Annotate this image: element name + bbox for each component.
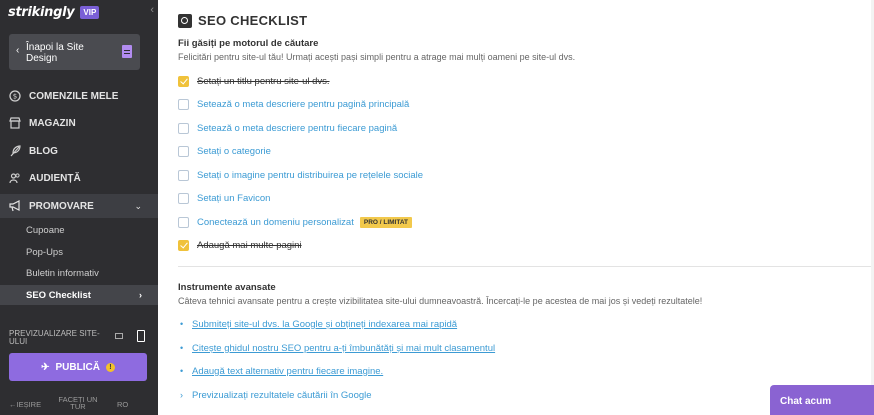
chevron-left-icon: ‹ [16, 45, 20, 56]
exit-label: IEȘIRE [16, 400, 42, 409]
sidebar [0, 0, 158, 415]
section-subtitle: Felicitări pentru site-ul tău! Urmați acești pași simpli pentru a atrage mai mulți oameni pe site-ul dvs. [178, 52, 576, 62]
checklist-label: Adaugă mai multe pagini [197, 239, 302, 251]
checklist-item[interactable] [178, 144, 271, 158]
tool-item[interactable] [180, 388, 372, 402]
nav-label: COMENZILE MELE [29, 90, 119, 102]
section-heading: Instrumente avansate [178, 282, 276, 293]
page-icon [122, 45, 132, 58]
feather-icon [9, 145, 21, 157]
sidebar-bottom-bar [0, 394, 158, 415]
chevron-right-icon: › [139, 290, 142, 300]
chevron-right-icon: › [180, 390, 183, 400]
sub-item-popups[interactable] [0, 242, 158, 262]
checklist-link[interactable]: Setează o meta descriere pentru fiecare pagină [197, 122, 398, 134]
nav-label: MAGAZIN [29, 117, 76, 129]
divider [178, 266, 871, 267]
nav-label: PROMOVARE [29, 200, 94, 212]
seo-search-icon [178, 14, 192, 28]
bullet-icon: • [180, 319, 184, 329]
collapse-sidebar-icon[interactable]: ‹ [150, 4, 154, 16]
tool-link[interactable]: Adaugă text alternativ pentru fiecare imagine. [192, 365, 384, 377]
checklist-item[interactable] [178, 191, 270, 205]
tool-item[interactable] [180, 341, 495, 355]
chevron-down-icon: ⌄ [134, 200, 142, 211]
tool-link[interactable]: Citește ghidul nostru SEO pentru a-ți îmbunătăți și mai mult clasamentul [192, 342, 496, 354]
checklist-link[interactable]: Setează o meta descriere pentru pagină principală [197, 98, 410, 110]
take-tour-button[interactable]: FACEȚI UN TUR [58, 395, 98, 411]
page-title-row [178, 13, 307, 28]
tool-item[interactable] [180, 364, 383, 378]
checklist-item[interactable] [178, 238, 302, 252]
publish-label: PUBLICĂ [55, 361, 100, 373]
warning-icon: ! [106, 363, 115, 372]
checklist-item[interactable] [178, 215, 412, 229]
checklist-link[interactable]: Setați o categorie [197, 145, 271, 157]
svg-text:$: $ [12, 92, 18, 101]
nav-item-promotion[interactable] [0, 194, 158, 218]
checkbox-checked[interactable] [178, 76, 189, 87]
checkbox[interactable] [178, 123, 189, 134]
checkbox[interactable] [178, 99, 189, 110]
checkbox[interactable] [178, 193, 189, 204]
rocket-icon: ✈ [41, 361, 50, 373]
publish-button[interactable] [9, 353, 147, 381]
preview-label: PREVIZUALIZARE SITE-ULUI [9, 329, 100, 346]
tool-link[interactable]: Previzualizați rezultatele căutării în Google [192, 389, 372, 401]
section-subtitle: Câteva tehnici avansate pentru a crește vizibilitatea site-ului dumneavoastră. Încercați-le pe acestea de mai jos și vedeți rezultatele! [178, 296, 703, 306]
checklist-link[interactable]: Conectează un domeniu personalizat [197, 216, 354, 228]
tool-link[interactable]: Submiteți site-ul dvs. la Google și obțineți indexarea mai rapidă [192, 318, 458, 330]
checkbox-checked[interactable] [178, 240, 189, 251]
bullet-icon: • [180, 343, 184, 353]
sub-item-label: Cupoane [26, 224, 65, 236]
main-content [158, 0, 874, 415]
checklist-item[interactable] [178, 121, 397, 135]
pro-badge: PRO / LIMITAT [360, 217, 412, 228]
back-label: Înapoi la Site Design [26, 42, 84, 64]
checklist-label: Setați un titlu pentru site-ul dvs. [197, 75, 330, 87]
checklist-item[interactable] [178, 97, 409, 111]
nav-item-audience[interactable] [0, 166, 158, 190]
preview-row [9, 330, 149, 346]
mobile-icon[interactable] [137, 330, 145, 342]
checklist-link[interactable]: Setați o imagine pentru distribuirea pe rețelele sociale [197, 169, 424, 181]
nav-label: BLOG [29, 145, 58, 157]
sub-item-coupons[interactable] [0, 220, 158, 240]
page-title: SEO CHECKLIST [198, 13, 308, 28]
nav-item-store[interactable] [0, 111, 158, 135]
dollar-icon [9, 90, 21, 102]
section-heading: Fii găsiți pe motorul de căutare [178, 38, 319, 49]
bullet-icon: • [180, 366, 184, 376]
logo: strikingly [8, 4, 75, 20]
vip-badge: VIP [80, 6, 99, 19]
megaphone-icon [9, 200, 21, 212]
sub-item-label: SEO Checklist [26, 289, 91, 301]
nav-label: AUDIENȚĂ [29, 172, 81, 184]
checklist-item[interactable] [178, 74, 330, 88]
sub-item-seo-checklist[interactable] [0, 285, 158, 305]
sub-item-label: Pop-Ups [26, 246, 63, 258]
logo-row [8, 2, 99, 22]
language-button[interactable]: RO [117, 400, 129, 409]
tool-item[interactable] [180, 317, 457, 331]
desktop-icon[interactable] [115, 333, 123, 339]
sub-item-newsletter[interactable] [0, 263, 158, 283]
nav-item-orders[interactable] [0, 84, 158, 108]
checkbox[interactable] [178, 170, 189, 181]
exit-button[interactable]: ← IEȘIRE [9, 400, 42, 409]
sub-item-label: Buletin informativ [26, 267, 99, 279]
back-to-site-design-button[interactable] [9, 34, 140, 70]
checkbox[interactable] [178, 146, 189, 157]
chat-button[interactable]: Chat acum [770, 385, 874, 415]
checklist-link[interactable]: Setați un Favicon [197, 192, 271, 204]
store-icon [9, 117, 21, 129]
checklist-item[interactable] [178, 168, 423, 182]
checkbox[interactable] [178, 217, 189, 228]
users-icon [9, 172, 21, 184]
nav-item-blog[interactable] [0, 139, 158, 163]
